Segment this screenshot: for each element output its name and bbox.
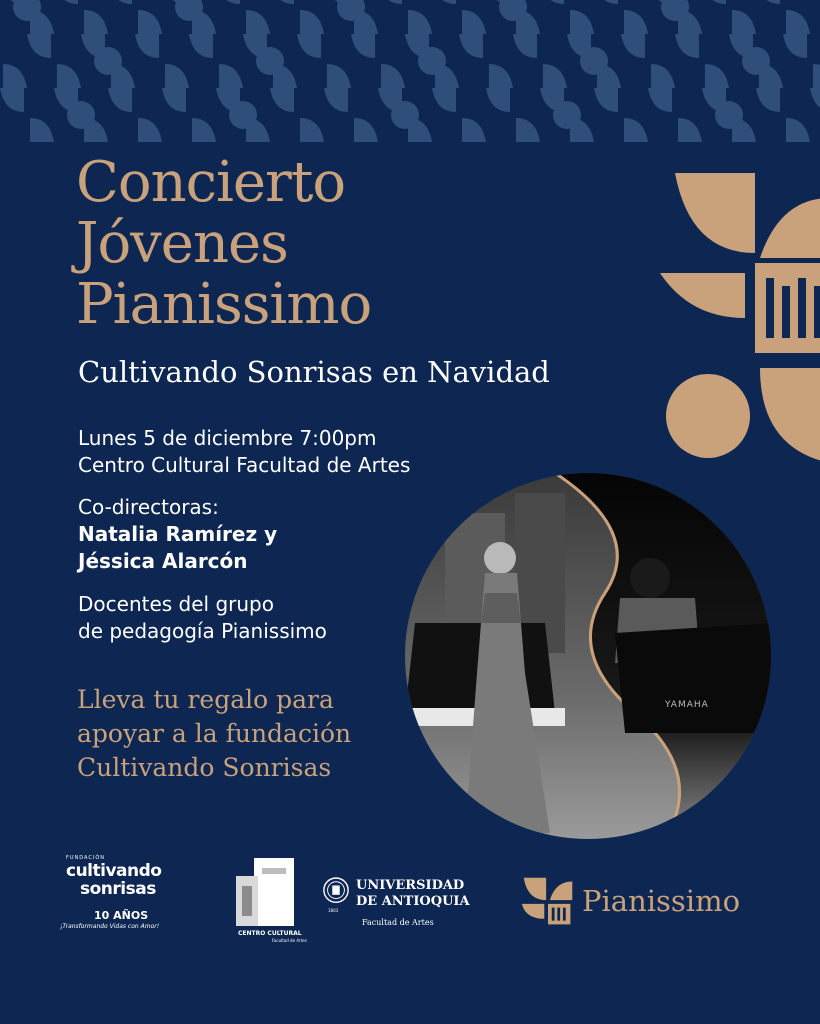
pattern-tile bbox=[162, 88, 216, 142]
pattern-tile bbox=[405, 34, 459, 88]
gift-line-1: Lleva tu regalo para bbox=[77, 685, 334, 714]
teachers-line-2: de pedagogía Pianissimo bbox=[78, 619, 327, 643]
pattern-tile bbox=[594, 0, 648, 34]
pianists-photo bbox=[405, 473, 771, 839]
title-line-1: Concierto bbox=[76, 150, 346, 215]
pattern-tile bbox=[135, 34, 189, 88]
pattern-tile bbox=[81, 34, 135, 88]
pinwheel-pattern-icon bbox=[0, 0, 820, 150]
pattern-tile bbox=[486, 88, 540, 142]
udea-line-1: UNIVERSIDAD bbox=[356, 878, 465, 893]
piano-brand-label: YAMAHA bbox=[665, 700, 709, 710]
pattern-tile bbox=[270, 88, 324, 142]
pattern-tile bbox=[27, 34, 81, 88]
directors-block bbox=[78, 494, 277, 575]
event-details bbox=[78, 425, 410, 479]
gift-line-2: apoyar a la fundación bbox=[77, 719, 352, 748]
gift-message bbox=[77, 683, 351, 785]
pattern-tile bbox=[567, 34, 621, 88]
pattern-tile bbox=[162, 0, 216, 34]
pattern-tile bbox=[432, 88, 486, 142]
pattern-tile bbox=[729, 34, 783, 88]
pattern-tile bbox=[378, 0, 432, 34]
pattern-tile bbox=[486, 0, 540, 34]
director-name-1: Natalia Ramírez y bbox=[78, 522, 278, 546]
event-subtitle: Cultivando Sonrisas en Navidad bbox=[78, 355, 550, 389]
cultivando-tagline: ¡Transformando Vidas con Amor! bbox=[60, 923, 160, 930]
udea-year: 1803 bbox=[328, 908, 339, 913]
gift-line-3: Cultivando Sonrisas bbox=[77, 753, 332, 782]
teachers-line-1: Docentes del grupo bbox=[78, 592, 274, 616]
pattern-tile bbox=[540, 0, 594, 34]
university-seal-icon bbox=[322, 876, 350, 908]
pattern-tile bbox=[189, 34, 243, 88]
pattern-tile bbox=[459, 34, 513, 88]
pattern-tile bbox=[540, 88, 594, 142]
pattern-tile bbox=[297, 34, 351, 88]
pattern-tile bbox=[54, 88, 108, 142]
event-venue: Centro Cultural Facultad de Artes bbox=[78, 453, 411, 477]
udea-line-2: DE ANTIOQUIA bbox=[356, 894, 470, 909]
pattern-tile bbox=[594, 88, 648, 142]
event-title bbox=[76, 152, 371, 335]
cultivando-line-2: sonrisas bbox=[80, 879, 156, 899]
cultivando-years: 10 AÑOS bbox=[94, 909, 149, 922]
building-icon bbox=[232, 858, 302, 928]
pianissimo-brand-icon bbox=[660, 168, 820, 468]
pattern-tile bbox=[783, 34, 820, 88]
pattern-tile bbox=[54, 0, 108, 34]
teachers-block bbox=[78, 591, 327, 645]
pattern-tile bbox=[0, 88, 54, 142]
pattern-tile bbox=[810, 88, 820, 142]
pattern-tile bbox=[621, 34, 675, 88]
centro-line-1: CENTRO CULTURAL bbox=[238, 930, 302, 937]
udea-faculty: Facultad de Artes bbox=[362, 918, 434, 927]
pattern-tile bbox=[108, 88, 162, 142]
pattern-tile bbox=[324, 0, 378, 34]
title-line-3: Pianissimo bbox=[76, 272, 372, 337]
pattern-tile bbox=[216, 88, 270, 142]
pattern-tile bbox=[675, 34, 729, 88]
pattern-tile bbox=[351, 34, 405, 88]
cultivando-sonrisas-logo bbox=[60, 855, 200, 935]
pattern-tile bbox=[0, 34, 27, 88]
pattern-tile bbox=[432, 0, 486, 34]
pattern-tile bbox=[810, 0, 820, 34]
cultivando-small-label: FUNDACIÓN bbox=[66, 855, 106, 861]
pattern-tile bbox=[648, 0, 702, 34]
event-date: Lunes 5 de diciembre 7:00pm bbox=[78, 426, 377, 450]
pianissimo-logo bbox=[520, 874, 780, 934]
cultivando-line-1: cultivando bbox=[66, 861, 162, 881]
pattern-tile bbox=[702, 88, 756, 142]
directors-label: Co-directoras: bbox=[78, 495, 219, 519]
pattern-tile bbox=[108, 0, 162, 34]
centro-cultural-logo bbox=[232, 858, 312, 948]
pattern-tile bbox=[270, 0, 324, 34]
udea-logo bbox=[322, 876, 482, 936]
director-name-2: Jéssica Alarcón bbox=[78, 549, 248, 573]
pattern-tile bbox=[702, 0, 756, 34]
pattern-tile bbox=[216, 0, 270, 34]
pattern-tile bbox=[756, 88, 810, 142]
pattern-tile bbox=[756, 0, 810, 34]
pattern-tile bbox=[243, 34, 297, 88]
pattern-tile bbox=[0, 0, 54, 34]
pianissimo-name: Pianissimo bbox=[582, 884, 741, 918]
title-line-2: Jóvenes bbox=[76, 211, 288, 276]
pattern-tile bbox=[324, 88, 378, 142]
pianissimo-logo-icon bbox=[520, 874, 576, 930]
pattern-tile bbox=[648, 88, 702, 142]
centro-line-2: Facultad de Artes bbox=[272, 938, 307, 943]
pattern-tile bbox=[513, 34, 567, 88]
pattern-tile bbox=[378, 88, 432, 142]
